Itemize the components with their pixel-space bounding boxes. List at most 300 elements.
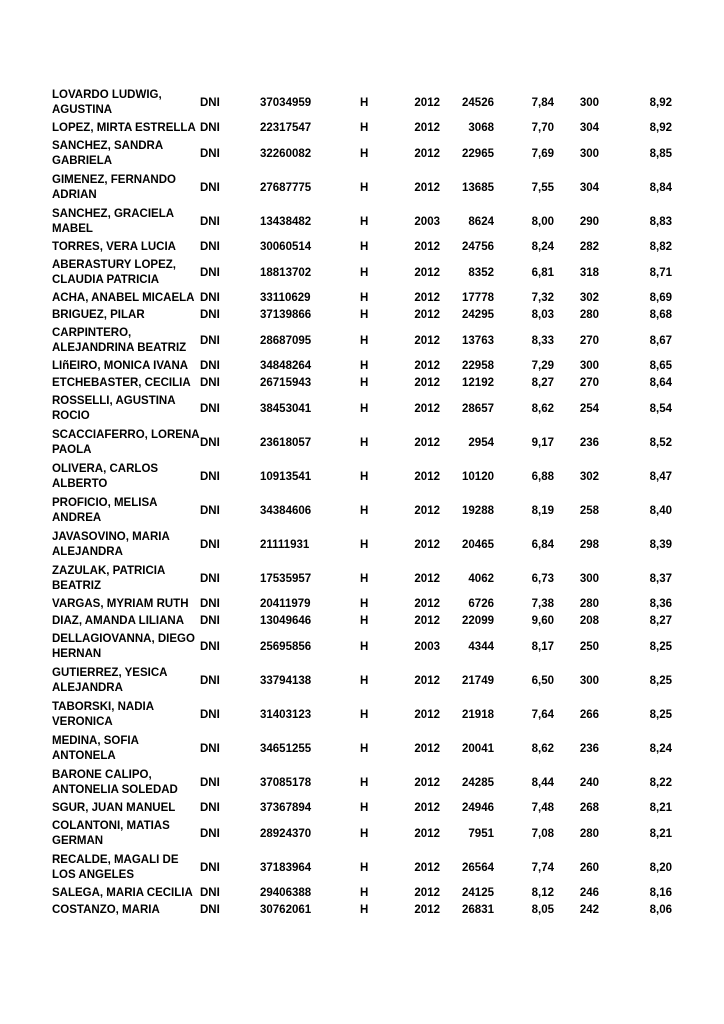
situation-code-cell: H [360, 861, 369, 874]
document-type-cell: DNI [200, 827, 220, 840]
order-number-cell: 13763 [462, 334, 494, 347]
average-score-cell: 9,17 [531, 436, 554, 449]
average-score-cell: 6,50 [531, 674, 554, 687]
points-cell: 304 [579, 181, 599, 194]
total-score-cell: 8,92 [649, 96, 672, 109]
order-number-cell: 13685 [462, 181, 494, 194]
total-score-cell: 8,27 [649, 615, 672, 627]
year-cell: 2012 [414, 802, 440, 814]
situation-code-cell: H [360, 802, 369, 814]
order-number-cell: 22965 [462, 147, 494, 160]
table-row [52, 460, 672, 494]
average-score-cell: 9,60 [531, 615, 554, 627]
document-type-cell: DNI [200, 538, 220, 551]
document-type-cell: DNI [200, 640, 220, 653]
year-cell: 2012 [414, 674, 440, 687]
year-cell: 2012 [414, 309, 440, 321]
document-number-cell: 33110629 [260, 292, 311, 304]
document-type-cell: DNI [200, 241, 220, 253]
year-cell: 2012 [414, 572, 440, 585]
points-cell: 280 [579, 309, 599, 321]
points-cell: 246 [579, 887, 599, 899]
document-number-cell: 10913541 [260, 470, 312, 483]
total-score-cell: 8,84 [649, 181, 672, 194]
points-cell: 300 [579, 360, 599, 372]
points-cell: 258 [579, 504, 599, 517]
document-type-cell: DNI [200, 96, 220, 109]
situation-code-cell: H [360, 147, 369, 160]
average-score-cell: 7,84 [531, 96, 554, 109]
average-score-cell: 7,29 [531, 360, 554, 372]
table-row [52, 613, 672, 630]
document-number-cell: 22317547 [260, 122, 312, 134]
situation-code-cell: H [360, 292, 369, 304]
average-score-cell: 6,88 [531, 470, 554, 483]
person-name-cell: OLIVERA, CARLOS ALBERTO [52, 463, 159, 490]
average-score-cell: 7,32 [531, 292, 554, 304]
average-score-cell: 7,64 [531, 708, 554, 721]
average-score-cell: 8,03 [531, 309, 554, 321]
total-score-cell: 8,67 [649, 334, 672, 347]
document-number-cell: 27687775 [260, 181, 312, 194]
table-row [52, 596, 672, 613]
average-score-cell: 7,74 [531, 861, 554, 874]
average-score-cell: 8,12 [531, 887, 554, 899]
person-name-cell: BARONE CALIPO, ANTONELIA SOLEDAD [52, 769, 178, 796]
order-number-cell: 7951 [468, 827, 494, 840]
table-row [52, 86, 672, 120]
order-number-cell: 24526 [462, 96, 494, 109]
points-cell: 302 [579, 292, 599, 304]
person-name-cell: LOVARDO LUDWIG, AGUSTINA [52, 89, 162, 116]
total-score-cell: 8,21 [649, 802, 672, 814]
average-score-cell: 8,05 [531, 904, 554, 916]
document-number-cell: 34848264 [260, 360, 312, 372]
year-cell: 2012 [414, 147, 440, 160]
year-cell: 2012 [414, 598, 440, 610]
table-row [52, 137, 672, 171]
order-number-cell: 2954 [468, 436, 494, 449]
situation-code-cell: H [360, 538, 369, 551]
average-score-cell: 8,24 [531, 241, 554, 253]
document-number-cell: 34384606 [260, 504, 312, 517]
situation-code-cell: H [360, 598, 369, 610]
average-score-cell: 7,48 [531, 802, 554, 814]
person-name-cell: JAVASOVINO, MARIA ALEJANDRA [52, 531, 170, 558]
document-number-cell: 37183964 [260, 861, 312, 874]
person-name-cell: COLANTONI, MATIAS GERMAN [52, 820, 170, 847]
total-score-cell: 8,21 [649, 827, 672, 840]
situation-code-cell: H [360, 96, 369, 109]
table-row [52, 817, 672, 851]
table-row [52, 851, 672, 885]
person-name-cell: MEDINA, SOFIA ANTONELA [52, 735, 139, 762]
average-score-cell: 7,70 [531, 122, 554, 134]
order-number-cell: 17778 [462, 292, 494, 304]
average-score-cell: 6,81 [531, 266, 554, 279]
order-number-cell: 26831 [462, 904, 494, 916]
points-cell: 240 [579, 776, 599, 789]
year-cell: 2012 [414, 776, 440, 789]
order-number-cell: 21749 [462, 674, 494, 687]
person-name-cell: TORRES, VERA LUCIA [52, 241, 176, 253]
average-score-cell: 6,73 [531, 572, 554, 585]
year-cell: 2012 [414, 436, 440, 449]
document-type-cell: DNI [200, 377, 220, 389]
document-type-cell: DNI [200, 122, 220, 134]
average-score-cell: 8,00 [531, 215, 554, 228]
order-number-cell: 10120 [462, 470, 494, 483]
points-cell: 268 [579, 802, 599, 814]
points-cell: 260 [579, 861, 599, 874]
table-row [52, 290, 672, 307]
situation-code-cell: H [360, 360, 369, 372]
situation-code-cell: H [360, 708, 369, 721]
person-name-cell: DIAZ, AMANDA LILIANA [52, 615, 185, 627]
year-cell: 2012 [414, 360, 440, 372]
total-score-cell: 8,36 [649, 598, 672, 610]
year-cell: 2012 [414, 241, 440, 253]
year-cell: 2012 [414, 334, 440, 347]
document-type-cell: DNI [200, 360, 220, 372]
person-name-cell: TABORSKI, NADIA VERONICA [52, 701, 154, 728]
situation-code-cell: H [360, 572, 369, 585]
order-number-cell: 8352 [468, 266, 494, 279]
situation-code-cell: H [360, 181, 369, 194]
points-cell: 270 [579, 377, 599, 389]
situation-code-cell: H [360, 640, 369, 653]
average-score-cell: 8,27 [531, 377, 554, 389]
year-cell: 2012 [414, 292, 440, 304]
situation-code-cell: H [360, 776, 369, 789]
person-name-cell: BRIGUEZ, PILAR [52, 309, 145, 321]
person-name-cell: PROFICIO, MELISA ANDREA [52, 497, 157, 524]
table-row [52, 120, 672, 137]
situation-code-cell: H [360, 504, 369, 517]
year-cell: 2012 [414, 122, 440, 134]
table-row [52, 902, 672, 919]
document-type-cell: DNI [200, 309, 220, 321]
year-cell: 2012 [414, 470, 440, 483]
situation-code-cell: H [360, 241, 369, 253]
table-row [52, 664, 672, 698]
order-number-cell: 24756 [462, 241, 494, 253]
document-number-cell: 13049646 [260, 615, 312, 627]
document-number-cell: 37085178 [260, 776, 312, 789]
document-type-cell: DNI [200, 674, 220, 687]
year-cell: 2012 [414, 266, 440, 279]
person-name-cell: LIñEIRO, MONICA IVANA [52, 360, 189, 372]
person-name-cell: RECALDE, MAGALI DE LOS ANGELES [52, 854, 179, 881]
average-score-cell: 8,33 [531, 334, 554, 347]
average-score-cell: 8,62 [531, 402, 554, 415]
year-cell: 2012 [414, 615, 440, 627]
table-row [52, 358, 672, 375]
total-score-cell: 8,25 [649, 640, 672, 653]
person-name-cell: SANCHEZ, SANDRA GABRIELA [52, 140, 163, 167]
person-name-cell: SGUR, JUAN MANUEL [52, 802, 176, 814]
average-score-cell: 7,38 [531, 598, 554, 610]
total-score-cell: 8,52 [649, 436, 672, 449]
total-score-cell: 8,83 [649, 215, 672, 228]
table-row [52, 885, 672, 902]
document-number-cell: 28687095 [260, 334, 312, 347]
situation-code-cell: H [360, 215, 369, 228]
average-score-cell: 7,69 [531, 147, 554, 160]
average-score-cell: 8,19 [531, 504, 554, 517]
total-score-cell: 8,69 [649, 292, 672, 304]
points-cell: 280 [579, 827, 599, 840]
year-cell: 2012 [414, 827, 440, 840]
points-cell: 300 [579, 674, 599, 687]
table-row [52, 171, 672, 205]
situation-code-cell: H [360, 334, 369, 347]
total-score-cell: 8,37 [649, 572, 672, 585]
situation-code-cell: H [360, 377, 369, 389]
points-cell: 280 [579, 598, 599, 610]
table-row [52, 307, 672, 324]
points-cell: 236 [579, 436, 599, 449]
table-row [52, 324, 672, 358]
ranking-table-body [52, 86, 672, 919]
document-type-cell: DNI [200, 615, 220, 627]
year-cell: 2012 [414, 904, 440, 916]
person-name-cell: SALEGA, MARIA CECILIA [52, 887, 193, 899]
table-row [52, 256, 672, 290]
average-score-cell: 7,08 [531, 827, 554, 840]
total-score-cell: 8,16 [649, 887, 672, 899]
average-score-cell: 7,55 [531, 181, 554, 194]
document-number-cell: 17535957 [260, 572, 312, 585]
table-row [52, 205, 672, 239]
points-cell: 282 [579, 241, 599, 253]
document-number-cell: 37034959 [260, 96, 312, 109]
points-cell: 300 [579, 96, 599, 109]
points-cell: 242 [579, 904, 599, 916]
document-number-cell: 30762061 [260, 904, 312, 916]
situation-code-cell: H [360, 887, 369, 899]
person-name-cell: SANCHEZ, GRACIELA MABEL [52, 208, 174, 235]
document-number-cell: 37139866 [260, 309, 312, 321]
average-score-cell: 8,44 [531, 776, 554, 789]
total-score-cell: 8,68 [649, 309, 672, 321]
document-number-cell: 34651255 [260, 742, 312, 755]
total-score-cell: 8,20 [649, 861, 672, 874]
document-type-cell: DNI [200, 776, 220, 789]
points-cell: 318 [579, 266, 599, 279]
points-cell: 254 [579, 402, 599, 415]
document-number-cell: 31403123 [260, 708, 312, 721]
points-cell: 208 [579, 615, 599, 627]
order-number-cell: 26564 [462, 861, 494, 874]
document-type-cell: DNI [200, 147, 220, 160]
points-cell: 236 [579, 742, 599, 755]
situation-code-cell: H [360, 436, 369, 449]
order-number-cell: 8624 [468, 215, 494, 228]
order-number-cell: 24946 [462, 802, 494, 814]
document-number-cell: 20411979 [260, 598, 311, 610]
total-score-cell: 8,82 [649, 241, 672, 253]
total-score-cell: 8,22 [649, 776, 672, 789]
document-type-cell: DNI [200, 334, 220, 347]
person-name-cell: CARPINTERO, ALEJANDRINA BEATRIZ [52, 327, 187, 354]
table-row [52, 375, 672, 392]
points-cell: 266 [579, 708, 599, 721]
points-cell: 250 [579, 640, 599, 653]
points-cell: 304 [579, 122, 599, 134]
person-name-cell: GIMENEZ, FERNANDO ADRIAN [52, 174, 176, 201]
person-name-cell: ROSSELLI, AGUSTINA ROCIO [52, 395, 176, 422]
document-type-cell: DNI [200, 861, 220, 874]
total-score-cell: 8,65 [649, 360, 672, 372]
situation-code-cell: H [360, 904, 369, 916]
total-score-cell: 8,64 [649, 377, 672, 389]
ranking-table [52, 86, 672, 919]
year-cell: 2012 [414, 181, 440, 194]
order-number-cell: 22958 [462, 360, 494, 372]
situation-code-cell: H [360, 674, 369, 687]
table-row [52, 766, 672, 800]
order-number-cell: 20465 [462, 538, 494, 551]
person-name-cell: VARGAS, MYRIAM RUTH [52, 598, 189, 610]
points-cell: 300 [579, 147, 599, 160]
year-cell: 2012 [414, 504, 440, 517]
year-cell: 2003 [414, 640, 440, 653]
points-cell: 298 [579, 538, 599, 551]
total-score-cell: 8,54 [649, 402, 672, 415]
document-type-cell: DNI [200, 572, 220, 585]
order-number-cell: 24295 [462, 309, 494, 321]
situation-code-cell: H [360, 309, 369, 321]
document-type-cell: DNI [200, 504, 220, 517]
document-number-cell: 21111931 [260, 538, 310, 551]
table-row [52, 630, 672, 664]
document-number-cell: 13438482 [260, 215, 312, 228]
person-name-cell: ZAZULAK, PATRICIA BEATRIZ [52, 565, 165, 592]
document-type-cell: DNI [200, 292, 220, 304]
situation-code-cell: H [360, 122, 369, 134]
year-cell: 2012 [414, 887, 440, 899]
points-cell: 302 [579, 470, 599, 483]
table-row [52, 528, 672, 562]
situation-code-cell: H [360, 402, 369, 415]
document-type-cell: DNI [200, 742, 220, 755]
document-number-cell: 28924370 [260, 827, 312, 840]
situation-code-cell: H [360, 827, 369, 840]
document-type-cell: DNI [200, 708, 220, 721]
total-score-cell: 8,85 [649, 147, 672, 160]
points-cell: 270 [579, 334, 599, 347]
person-name-cell: LOPEZ, MIRTA ESTRELLA [52, 122, 196, 134]
table-row [52, 426, 672, 460]
document-number-cell: 26715943 [260, 377, 312, 389]
order-number-cell: 20041 [462, 742, 494, 755]
order-number-cell: 22099 [462, 615, 494, 627]
order-number-cell: 6726 [468, 598, 494, 610]
total-score-cell: 8,92 [649, 122, 672, 134]
document-number-cell: 18813702 [260, 266, 312, 279]
person-name-cell: GUTIERREZ, YESICA ALEJANDRA [52, 667, 168, 694]
year-cell: 2012 [414, 402, 440, 415]
document-number-cell: 38453041 [260, 402, 312, 415]
year-cell: 2012 [414, 708, 440, 721]
document-number-cell: 29406388 [260, 887, 312, 899]
order-number-cell: 4344 [468, 640, 494, 653]
year-cell: 2012 [414, 861, 440, 874]
document-type-cell: DNI [200, 266, 220, 279]
total-score-cell: 8,71 [649, 266, 672, 279]
total-score-cell: 8,25 [649, 674, 672, 687]
total-score-cell: 8,06 [649, 904, 672, 916]
document-number-cell: 30060514 [260, 241, 312, 253]
document-number-cell: 23618057 [260, 436, 312, 449]
document-type-cell: DNI [200, 402, 220, 415]
year-cell: 2012 [414, 96, 440, 109]
document-type-cell: DNI [200, 598, 220, 610]
order-number-cell: 21918 [462, 708, 494, 721]
document-type-cell: DNI [200, 436, 220, 449]
average-score-cell: 8,17 [531, 640, 554, 653]
table-row [52, 800, 672, 817]
year-cell: 2012 [414, 377, 440, 389]
document-type-cell: DNI [200, 887, 220, 899]
order-number-cell: 3068 [468, 122, 494, 134]
document-type-cell: DNI [200, 904, 220, 916]
table-row [52, 732, 672, 766]
table-row [52, 562, 672, 596]
total-score-cell: 8,39 [649, 538, 672, 551]
document-number-cell: 37367894 [260, 802, 312, 814]
total-score-cell: 8,24 [649, 742, 672, 755]
total-score-cell: 8,25 [649, 708, 672, 721]
order-number-cell: 4062 [468, 572, 494, 585]
order-number-cell: 19288 [462, 504, 494, 517]
person-name-cell: SCACCIAFERRO, LORENA PAOLA [52, 429, 200, 456]
total-score-cell: 8,40 [649, 504, 672, 517]
table-row [52, 698, 672, 732]
person-name-cell: DELLAGIOVANNA, DIEGO HERNAN [52, 633, 195, 660]
points-cell: 300 [579, 572, 599, 585]
situation-code-cell: H [360, 266, 369, 279]
order-number-cell: 12192 [462, 377, 494, 389]
table-row [52, 392, 672, 426]
points-cell: 290 [579, 215, 599, 228]
situation-code-cell: H [360, 470, 369, 483]
total-score-cell: 8,47 [649, 470, 672, 483]
order-number-cell: 24285 [462, 776, 494, 789]
document-number-cell: 25695856 [260, 640, 312, 653]
year-cell: 2003 [414, 215, 440, 228]
document-number-cell: 32260082 [260, 147, 312, 160]
person-name-cell: ABERASTURY LOPEZ, CLAUDIA PATRICIA [52, 259, 176, 286]
document-type-cell: DNI [200, 802, 220, 814]
person-name-cell: ACHA, ANABEL MICAELA [52, 292, 195, 304]
document-type-cell: DNI [200, 181, 220, 194]
year-cell: 2012 [414, 538, 440, 551]
order-number-cell: 24125 [462, 887, 494, 899]
average-score-cell: 6,84 [531, 538, 554, 551]
document-type-cell: DNI [200, 215, 220, 228]
year-cell: 2012 [414, 742, 440, 755]
document-type-cell: DNI [200, 470, 220, 483]
person-name-cell: COSTANZO, MARIA [52, 904, 160, 916]
situation-code-cell: H [360, 615, 369, 627]
order-number-cell: 28657 [462, 402, 494, 415]
table-row [52, 494, 672, 528]
person-name-cell: ETCHEBASTER, CECILIA [52, 377, 191, 389]
table-row [52, 239, 672, 256]
average-score-cell: 8,62 [531, 742, 554, 755]
